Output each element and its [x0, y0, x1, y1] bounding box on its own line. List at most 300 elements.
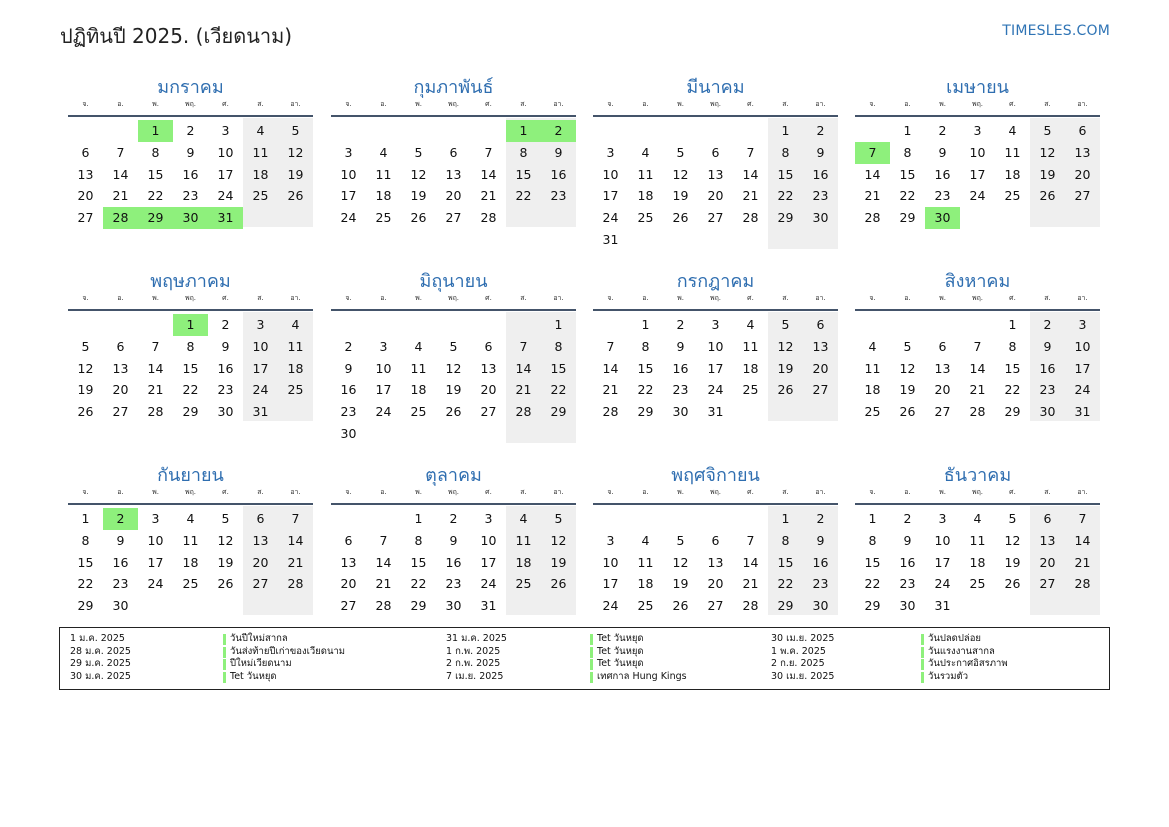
day-cell[interactable]: 22	[147, 188, 164, 204]
day-cell[interactable]: 18	[969, 554, 986, 570]
day-cell[interactable]: 9	[903, 532, 912, 548]
day-cell[interactable]: 24	[340, 210, 357, 226]
day-cell[interactable]: 20	[77, 188, 94, 204]
day-cell[interactable]: 16	[340, 382, 357, 398]
day-cell[interactable]: 28	[103, 207, 138, 229]
day-cell[interactable]: 10	[340, 166, 357, 182]
day-cell[interactable]: 8	[781, 144, 790, 160]
day-cell[interactable]: 26	[217, 576, 234, 592]
day-cell[interactable]: 5	[1008, 511, 1017, 526]
day-cell[interactable]: 24	[480, 576, 497, 592]
day-cell[interactable]: 4	[519, 511, 528, 526]
day-cell[interactable]: 11	[864, 360, 881, 376]
day-cell[interactable]: 9	[938, 144, 947, 160]
day-cell[interactable]: 13	[112, 360, 129, 376]
day-cell[interactable]: 11	[637, 166, 654, 182]
day-cell[interactable]: 16	[812, 166, 829, 182]
day-cell[interactable]: 27	[252, 576, 269, 592]
day-cell[interactable]: 21	[515, 382, 532, 398]
day-cell[interactable]: 19	[287, 166, 304, 182]
day-cell[interactable]: 15	[864, 554, 881, 570]
day-cell[interactable]: 1	[414, 511, 423, 526]
day-cell[interactable]: 19	[410, 188, 427, 204]
day-cell[interactable]: 4	[414, 338, 423, 354]
day-cell[interactable]: 1	[903, 123, 912, 138]
day-cell[interactable]: 1	[781, 511, 790, 526]
day-cell[interactable]: 29	[182, 404, 199, 420]
day-cell[interactable]: 15	[550, 360, 567, 376]
day-cell[interactable]: 1	[173, 314, 208, 336]
day-cell[interactable]: 21	[742, 188, 759, 204]
day-cell[interactable]: 4	[186, 511, 195, 526]
day-cell[interactable]: 8	[554, 338, 563, 354]
day-cell[interactable]: 27	[77, 210, 94, 226]
day-cell[interactable]: 23	[445, 576, 462, 592]
day-cell[interactable]: 30	[217, 404, 234, 420]
day-cell[interactable]: 27	[480, 404, 497, 420]
day-cell[interactable]: 31	[208, 207, 243, 229]
day-cell[interactable]: 31	[480, 598, 497, 614]
day-cell[interactable]: 1	[868, 511, 877, 526]
day-cell[interactable]: 24	[252, 382, 269, 398]
day-cell[interactable]: 4	[1008, 123, 1017, 138]
day-cell[interactable]: 14	[375, 554, 392, 570]
day-cell[interactable]: 12	[777, 338, 794, 354]
day-cell[interactable]: 31	[602, 232, 619, 247]
day-cell[interactable]: 20	[480, 382, 497, 398]
day-cell[interactable]: 24	[1074, 382, 1091, 398]
day-cell[interactable]: 20	[112, 382, 129, 398]
day-cell[interactable]: 13	[77, 166, 94, 182]
day-cell[interactable]: 30	[672, 404, 689, 420]
day-cell[interactable]: 7	[151, 338, 160, 354]
day-cell[interactable]: 14	[112, 166, 129, 182]
day-cell[interactable]: 10	[480, 532, 497, 548]
day-cell[interactable]: 17	[602, 188, 619, 204]
day-cell[interactable]: 5	[676, 144, 685, 160]
day-cell[interactable]: 5	[414, 144, 423, 160]
day-cell[interactable]: 24	[602, 210, 619, 226]
day-cell[interactable]: 11	[515, 532, 532, 548]
day-cell[interactable]: 29	[777, 210, 794, 226]
day-cell[interactable]: 11	[637, 554, 654, 570]
day-cell[interactable]: 9	[554, 144, 563, 160]
day-cell[interactable]: 15	[77, 554, 94, 570]
day-cell[interactable]: 1	[554, 317, 563, 332]
day-cell[interactable]: 18	[375, 188, 392, 204]
day-cell[interactable]: 10	[375, 360, 392, 376]
day-cell[interactable]: 27	[707, 598, 724, 614]
day-cell[interactable]: 22	[777, 188, 794, 204]
day-cell[interactable]: 20	[1039, 554, 1056, 570]
day-cell[interactable]: 18	[287, 360, 304, 376]
day-cell[interactable]: 25	[637, 210, 654, 226]
day-cell[interactable]: 3	[484, 511, 493, 526]
day-cell[interactable]: 30	[899, 598, 916, 614]
day-cell[interactable]: 20	[445, 188, 462, 204]
day-cell[interactable]: 28	[147, 404, 164, 420]
day-cell[interactable]: 11	[742, 338, 759, 354]
day-cell[interactable]: 13	[480, 360, 497, 376]
day-cell[interactable]: 23	[1039, 382, 1056, 398]
day-cell[interactable]: 29	[410, 598, 427, 614]
day-cell[interactable]: 3	[344, 144, 353, 160]
day-cell[interactable]: 18	[410, 382, 427, 398]
day-cell[interactable]: 14	[742, 166, 759, 182]
day-cell[interactable]: 7	[746, 144, 755, 160]
day-cell[interactable]: 22	[864, 576, 881, 592]
day-cell[interactable]: 15	[637, 360, 654, 376]
day-cell[interactable]: 14	[742, 554, 759, 570]
day-cell[interactable]: 31	[707, 404, 724, 420]
day-cell[interactable]: 24	[375, 404, 392, 420]
day-cell[interactable]: 8	[151, 144, 160, 160]
day-cell[interactable]: 10	[934, 532, 951, 548]
day-cell[interactable]: 11	[252, 144, 269, 160]
day-cell[interactable]: 26	[410, 210, 427, 226]
day-cell[interactable]: 13	[445, 166, 462, 182]
day-cell[interactable]: 4	[868, 338, 877, 354]
day-cell[interactable]: 12	[672, 554, 689, 570]
day-cell[interactable]: 18	[182, 554, 199, 570]
day-cell[interactable]: 26	[287, 188, 304, 204]
day-cell[interactable]: 5	[781, 317, 790, 332]
day-cell[interactable]: 11	[182, 532, 199, 548]
day-cell[interactable]: 22	[637, 382, 654, 398]
day-cell[interactable]: 3	[711, 317, 720, 332]
day-cell[interactable]: 7	[379, 532, 388, 548]
day-cell[interactable]: 29	[899, 210, 916, 226]
day-cell[interactable]: 18	[252, 166, 269, 182]
day-cell[interactable]: 19	[77, 382, 94, 398]
day-cell[interactable]: 2	[676, 317, 685, 332]
day-cell[interactable]: 12	[287, 144, 304, 160]
day-cell[interactable]: 31	[252, 404, 269, 420]
day-cell[interactable]: 20	[707, 188, 724, 204]
day-cell[interactable]: 19	[672, 576, 689, 592]
day-cell[interactable]: 6	[344, 532, 353, 548]
day-cell[interactable]: 26	[1004, 576, 1021, 592]
day-cell[interactable]: 29	[77, 598, 94, 614]
day-cell[interactable]: 10	[707, 338, 724, 354]
day-cell[interactable]: 1	[506, 120, 541, 142]
day-cell[interactable]: 24	[969, 188, 986, 204]
day-cell[interactable]: 20	[1074, 166, 1091, 182]
day-cell[interactable]: 4	[641, 532, 650, 548]
day-cell[interactable]: 7	[291, 511, 300, 526]
day-cell[interactable]: 17	[217, 166, 234, 182]
day-cell[interactable]: 12	[899, 360, 916, 376]
day-cell[interactable]: 12	[217, 532, 234, 548]
day-cell[interactable]: 4	[379, 144, 388, 160]
day-cell[interactable]: 17	[340, 188, 357, 204]
day-cell[interactable]: 28	[287, 576, 304, 592]
day-cell[interactable]: 25	[287, 382, 304, 398]
day-cell[interactable]: 16	[934, 166, 951, 182]
day-cell[interactable]: 19	[550, 554, 567, 570]
day-cell[interactable]: 18	[515, 554, 532, 570]
day-cell[interactable]: 6	[484, 338, 493, 354]
day-cell[interactable]: 1	[138, 120, 173, 142]
day-cell[interactable]: 4	[291, 317, 300, 332]
day-cell[interactable]: 13	[252, 532, 269, 548]
day-cell[interactable]: 2	[816, 123, 825, 138]
day-cell[interactable]: 26	[672, 210, 689, 226]
day-cell[interactable]: 5	[291, 123, 300, 138]
day-cell[interactable]: 7	[973, 338, 982, 354]
day-cell[interactable]: 29	[777, 598, 794, 614]
day-cell[interactable]: 6	[256, 511, 265, 526]
day-cell[interactable]: 27	[707, 210, 724, 226]
day-cell[interactable]: 7	[519, 338, 528, 354]
day-cell[interactable]: 26	[1039, 188, 1056, 204]
day-cell[interactable]: 23	[340, 404, 357, 420]
day-cell[interactable]: 7	[484, 144, 493, 160]
day-cell[interactable]: 2	[938, 123, 947, 138]
day-cell[interactable]: 9	[1043, 338, 1052, 354]
day-cell[interactable]: 28	[515, 404, 532, 420]
day-cell[interactable]: 6	[938, 338, 947, 354]
day-cell[interactable]: 24	[934, 576, 951, 592]
day-cell[interactable]: 18	[742, 360, 759, 376]
day-cell[interactable]: 30	[812, 210, 829, 226]
day-cell[interactable]: 16	[672, 360, 689, 376]
day-cell[interactable]: 17	[375, 382, 392, 398]
day-cell[interactable]: 8	[519, 144, 528, 160]
day-cell[interactable]: 27	[812, 382, 829, 398]
day-cell[interactable]: 26	[77, 404, 94, 420]
day-cell[interactable]: 18	[637, 188, 654, 204]
day-cell[interactable]: 20	[812, 360, 829, 376]
day-cell[interactable]: 21	[864, 188, 881, 204]
day-cell[interactable]: 25	[864, 404, 881, 420]
day-cell[interactable]: 25	[375, 210, 392, 226]
day-cell[interactable]: 29	[1004, 404, 1021, 420]
day-cell[interactable]: 21	[1074, 554, 1091, 570]
day-cell[interactable]: 15	[777, 554, 794, 570]
day-cell[interactable]: 15	[515, 166, 532, 182]
day-cell[interactable]: 20	[934, 382, 951, 398]
day-cell[interactable]: 13	[1074, 144, 1091, 160]
day-cell[interactable]: 17	[707, 360, 724, 376]
day-cell[interactable]: 25	[742, 382, 759, 398]
day-cell[interactable]: 11	[375, 166, 392, 182]
day-cell[interactable]: 24	[602, 598, 619, 614]
day-cell[interactable]: 16	[899, 554, 916, 570]
day-cell[interactable]: 10	[969, 144, 986, 160]
day-cell[interactable]: 30	[112, 598, 129, 614]
day-cell[interactable]: 21	[602, 382, 619, 398]
day-cell[interactable]: 24	[147, 576, 164, 592]
day-cell[interactable]: 8	[1008, 338, 1017, 354]
day-cell[interactable]: 16	[550, 166, 567, 182]
day-cell[interactable]: 7	[746, 532, 755, 548]
day-cell[interactable]: 25	[410, 404, 427, 420]
day-cell[interactable]: 30	[925, 207, 960, 229]
day-cell[interactable]: 7	[855, 142, 890, 164]
day-cell[interactable]: 21	[287, 554, 304, 570]
day-cell[interactable]: 27	[112, 404, 129, 420]
day-cell[interactable]: 2	[221, 317, 230, 332]
day-cell[interactable]: 29	[138, 207, 173, 229]
day-cell[interactable]: 4	[256, 123, 265, 138]
day-cell[interactable]: 13	[340, 554, 357, 570]
day-cell[interactable]: 9	[116, 532, 125, 548]
day-cell[interactable]: 15	[182, 360, 199, 376]
day-cell[interactable]: 18	[637, 576, 654, 592]
day-cell[interactable]: 28	[602, 404, 619, 420]
day-cell[interactable]: 12	[77, 360, 94, 376]
day-cell[interactable]: 21	[742, 576, 759, 592]
day-cell[interactable]: 23	[550, 188, 567, 204]
day-cell[interactable]: 16	[182, 166, 199, 182]
day-cell[interactable]: 31	[934, 598, 951, 614]
day-cell[interactable]: 22	[777, 576, 794, 592]
day-cell[interactable]: 15	[1004, 360, 1021, 376]
day-cell[interactable]: 11	[1004, 144, 1021, 160]
day-cell[interactable]: 9	[186, 144, 195, 160]
day-cell[interactable]: 19	[672, 188, 689, 204]
day-cell[interactable]: 23	[182, 188, 199, 204]
day-cell[interactable]: 30	[812, 598, 829, 614]
day-cell[interactable]: 14	[602, 360, 619, 376]
day-cell[interactable]: 23	[934, 188, 951, 204]
day-cell[interactable]: 14	[480, 166, 497, 182]
day-cell[interactable]: 4	[746, 317, 755, 332]
day-cell[interactable]: 21	[480, 188, 497, 204]
day-cell[interactable]: 5	[1043, 123, 1052, 138]
day-cell[interactable]: 6	[1043, 511, 1052, 526]
day-cell[interactable]: 2	[541, 120, 576, 142]
day-cell[interactable]: 12	[410, 166, 427, 182]
day-cell[interactable]: 9	[676, 338, 685, 354]
day-cell[interactable]: 1	[81, 511, 90, 526]
day-cell[interactable]: 11	[969, 532, 986, 548]
day-cell[interactable]: 3	[606, 532, 615, 548]
day-cell[interactable]: 31	[1074, 404, 1091, 420]
day-cell[interactable]: 5	[676, 532, 685, 548]
day-cell[interactable]: 8	[868, 532, 877, 548]
day-cell[interactable]: 6	[1078, 123, 1087, 138]
day-cell[interactable]: 7	[116, 144, 125, 160]
day-cell[interactable]: 21	[112, 188, 129, 204]
day-cell[interactable]: 21	[375, 576, 392, 592]
day-cell[interactable]: 10	[602, 166, 619, 182]
day-cell[interactable]: 28	[1074, 576, 1091, 592]
day-cell[interactable]: 7	[1078, 511, 1087, 526]
day-cell[interactable]: 27	[934, 404, 951, 420]
day-cell[interactable]: 2	[449, 511, 458, 526]
day-cell[interactable]: 12	[1004, 532, 1021, 548]
day-cell[interactable]: 5	[221, 511, 230, 526]
day-cell[interactable]: 16	[812, 554, 829, 570]
day-cell[interactable]: 25	[515, 576, 532, 592]
day-cell[interactable]: 10	[252, 338, 269, 354]
day-cell[interactable]: 23	[899, 576, 916, 592]
day-cell[interactable]: 24	[707, 382, 724, 398]
day-cell[interactable]: 19	[777, 360, 794, 376]
day-cell[interactable]: 4	[973, 511, 982, 526]
day-cell[interactable]: 20	[340, 576, 357, 592]
day-cell[interactable]: 26	[445, 404, 462, 420]
day-cell[interactable]: 28	[864, 210, 881, 226]
day-cell[interactable]: 8	[641, 338, 650, 354]
day-cell[interactable]: 21	[969, 382, 986, 398]
day-cell[interactable]: 2	[1043, 317, 1052, 332]
day-cell[interactable]: 21	[147, 382, 164, 398]
day-cell[interactable]: 6	[816, 317, 825, 332]
day-cell[interactable]: 30	[445, 598, 462, 614]
day-cell[interactable]: 12	[1039, 144, 1056, 160]
day-cell[interactable]: 8	[186, 338, 195, 354]
day-cell[interactable]: 10	[602, 554, 619, 570]
day-cell[interactable]: 15	[410, 554, 427, 570]
day-cell[interactable]: 9	[816, 144, 825, 160]
day-cell[interactable]: 15	[777, 166, 794, 182]
day-cell[interactable]: 26	[550, 576, 567, 592]
day-cell[interactable]: 18	[1004, 166, 1021, 182]
day-cell[interactable]: 8	[81, 532, 90, 548]
day-cell[interactable]: 28	[375, 598, 392, 614]
day-cell[interactable]: 3	[1078, 317, 1087, 332]
day-cell[interactable]: 7	[606, 338, 615, 354]
day-cell[interactable]: 25	[969, 576, 986, 592]
day-cell[interactable]: 2	[903, 511, 912, 526]
day-cell[interactable]: 26	[672, 598, 689, 614]
day-cell[interactable]: 29	[864, 598, 881, 614]
day-cell[interactable]: 26	[777, 382, 794, 398]
day-cell[interactable]: 12	[550, 532, 567, 548]
day-cell[interactable]: 25	[637, 598, 654, 614]
day-cell[interactable]: 11	[287, 338, 304, 354]
day-cell[interactable]: 9	[344, 360, 353, 376]
day-cell[interactable]: 1	[641, 317, 650, 332]
day-cell[interactable]: 8	[414, 532, 423, 548]
day-cell[interactable]: 13	[812, 338, 829, 354]
day-cell[interactable]: 5	[554, 511, 563, 526]
day-cell[interactable]: 1	[781, 123, 790, 138]
day-cell[interactable]: 5	[903, 338, 912, 354]
day-cell[interactable]: 6	[449, 144, 458, 160]
day-cell[interactable]: 23	[812, 576, 829, 592]
day-cell[interactable]: 19	[899, 382, 916, 398]
day-cell[interactable]: 10	[217, 144, 234, 160]
brand-logo[interactable]: TIMESLES.COM	[1002, 23, 1110, 39]
day-cell[interactable]: 25	[252, 188, 269, 204]
day-cell[interactable]: 2	[816, 511, 825, 526]
day-cell[interactable]: 3	[151, 511, 160, 526]
day-cell[interactable]: 6	[116, 338, 125, 354]
day-cell[interactable]: 23	[812, 188, 829, 204]
day-cell[interactable]: 28	[742, 210, 759, 226]
day-cell[interactable]: 22	[77, 576, 94, 592]
day-cell[interactable]: 25	[1004, 188, 1021, 204]
day-cell[interactable]: 29	[637, 404, 654, 420]
day-cell[interactable]: 30	[340, 426, 357, 441]
day-cell[interactable]: 15	[147, 166, 164, 182]
day-cell[interactable]: 14	[1074, 532, 1091, 548]
day-cell[interactable]: 20	[252, 554, 269, 570]
day-cell[interactable]: 19	[1004, 554, 1021, 570]
day-cell[interactable]: 28	[480, 210, 497, 226]
day-cell[interactable]: 27	[445, 210, 462, 226]
day-cell[interactable]: 18	[864, 382, 881, 398]
day-cell[interactable]: 8	[903, 144, 912, 160]
day-cell[interactable]: 16	[445, 554, 462, 570]
day-cell[interactable]: 22	[515, 188, 532, 204]
day-cell[interactable]: 11	[410, 360, 427, 376]
day-cell[interactable]: 1	[1008, 317, 1017, 332]
